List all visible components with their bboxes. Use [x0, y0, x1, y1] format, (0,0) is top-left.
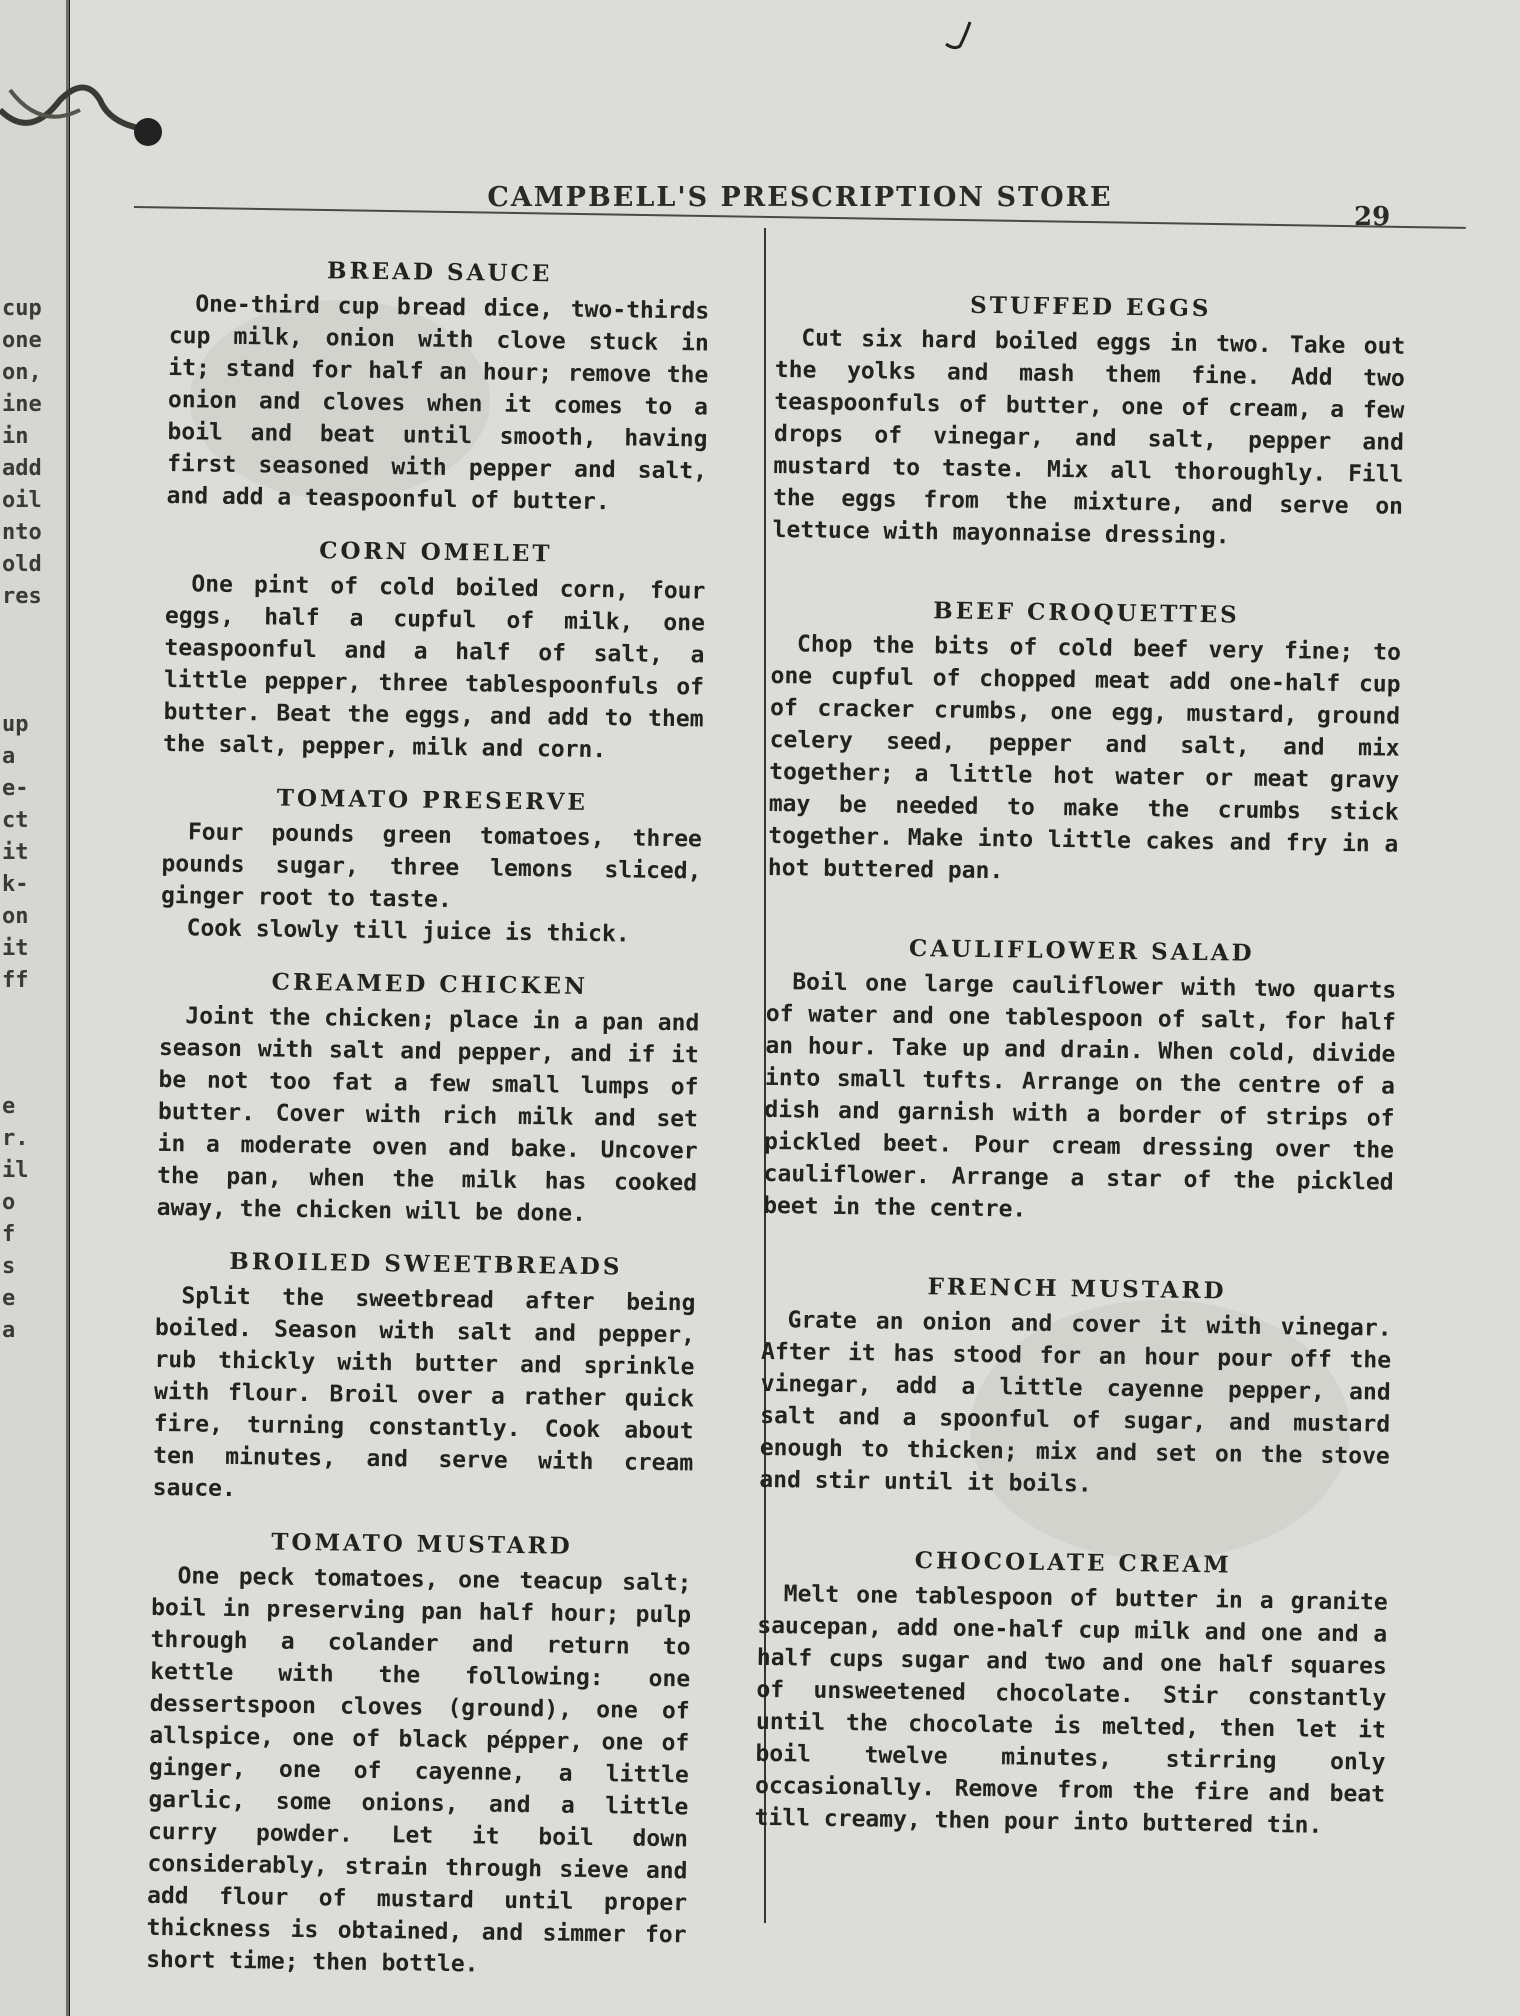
left-column: [146, 254, 710, 1983]
recipe: [768, 594, 1402, 893]
adjacent-page-text-fragment: on,: [2, 360, 42, 385]
recipe-text: One peck tomatoes, one teacup salt; boil in preserving pan half hour; pulp through a colander and return to kettle with the following: one dessertspoon cloves (ground), one of allspice, one of black pépper, one of ginger, one of cayenne, a little garlic, some onions, and a little curry powder. Let it boil down considerably, strain through sieve and add flour of mustard until proper thickness is obtained, and simmer for short time; then bottle.: [145, 1563, 692, 1978]
adjacent-page-text-fragment: il: [2, 1158, 29, 1183]
recipe-title: BREAD SAUCE: [326, 257, 553, 288]
adjacent-page-text-fragment: k-: [2, 872, 29, 897]
recipe-title: FRENCH MUSTARD: [927, 1273, 1227, 1305]
adjacent-page-text-fragment: nto: [2, 520, 42, 545]
recipe: [153, 1246, 697, 1512]
adjacent-page-text-fragment: on: [2, 904, 29, 929]
recipe-text: Grate an onion and cover it with vinegar. After it has stood for an hour pour off the vinegar, add a little cayenne pepper, and salt and a spoonful of sugar, and mustard enough to thicken; mix and set on the stove and stir until it boils.: [759, 1307, 1392, 1498]
recipe-title: CREAMED CHICKEN: [271, 968, 589, 1000]
recipe-text: Melt one tablespoon of butter in a granite saucepan, add one-half cup milk and one and a half cups sugar and two and one half squares of unsweetened chocolate. Stir constantly until the chocolate is melted, then let it boil twelve minutes, stirring only occasionally. Remove from the fire and beat till creamy, then pour into buttered tin.: [754, 1581, 1388, 1839]
recipe-text: Chop the bits of cold beef very fine; to one cupful of chopped meat add one-half cup of cracker crumbs, one egg, mustard, ground celery seed, pepper and salt, and mix together; a little hot water or meat gravy may be needed to make the crumbs stick together. Make into little cakes and fry in a hot buttered pan.: [767, 631, 1402, 885]
adjacent-page-text-fragment: it: [2, 936, 29, 961]
recipe-title: TOMATO MUSTARD: [271, 1528, 573, 1560]
recipe: [759, 1270, 1392, 1505]
page-number: 29: [1354, 202, 1391, 232]
adjacent-page-text-fragment: cup: [2, 296, 42, 321]
recipe-title: CAULIFLOWER SALAD: [908, 934, 1255, 967]
pencil-check-mark: [940, 16, 980, 56]
recipe: [160, 782, 702, 952]
book-page: [70, 0, 1520, 2016]
recipe-text: Joint the chicken; place in a pan and season with salt and pepper, and if it be not too fat a few small lumps of butter. Cover with rich milk and set in a moderate oven and bake. Uncover the pan, when the milk has cooked away, the chicken will be done.: [156, 1003, 700, 1227]
adjacent-page-text-fragment: ct: [2, 808, 29, 833]
adjacent-page-text-fragment: up: [2, 712, 29, 737]
recipe-text: Cook slowly till juice is thick.: [186, 915, 630, 948]
adjacent-page-text-fragment: add: [2, 456, 42, 481]
adjacent-page-text-fragment: a: [2, 1318, 16, 1343]
recipe-text: Cut six hard boiled eggs in two. Take out the yolks and mash them fine. Add two teaspoonfuls of butter, one of cream, a few drops of vinegar, and salt, pepper and mustard to taste. Mix all thoroughly. Fill the eggs from the mixture, and serve on lettuce with mayonnaise dressing.: [772, 325, 1406, 550]
adjacent-page-text-fragment: old: [2, 552, 42, 577]
adjacent-page-text-fragment: ine: [2, 392, 42, 417]
adjacent-page-edge: [0, 0, 69, 2016]
running-header-title: CAMPBELL'S PRESCRIPTION STORE: [487, 182, 1113, 213]
recipe-text: Split the sweetbread after being boiled. Season with salt and pepper, rub thickly with butter and sprinkle with flour. Broil over a rather quick fire, turning constantly. Cook about ten minutes, and serve with cream sauce.: [152, 1283, 696, 1503]
recipe-text: One-third cup bread dice, two-thirds cup milk, onion with clove stuck in it; stand for half an hour; remove the onion and cloves when it comes to a boil and beat until smooth, having first seasoned with pepper and salt, and add a teaspoonful of butter.: [166, 291, 710, 516]
adjacent-page-text-fragment: one: [2, 328, 42, 353]
adjacent-page-text-fragment: ff: [2, 968, 29, 993]
adjacent-page-text-fragment: f: [2, 1222, 16, 1247]
adjacent-page-text-fragment: a: [2, 744, 16, 769]
recipe-title: CHOCOLATE CREAM: [914, 1547, 1232, 1579]
recipe: [772, 288, 1406, 555]
adjacent-page-text-fragment: res: [2, 584, 42, 609]
adjacent-page-text-fragment: r.: [2, 1126, 29, 1151]
binding-hole: [134, 118, 162, 146]
adjacent-page-text-fragment: s: [2, 1254, 16, 1279]
recipe-title: BEEF CROQUETTES: [933, 597, 1240, 629]
recipe-title: STUFFED EGGS: [969, 291, 1212, 323]
right-column: [754, 288, 1406, 1843]
recipe-title: TOMATO PRESERVE: [276, 784, 589, 816]
recipe: [166, 254, 710, 520]
recipe-title: BROILED SWEETBREADS: [229, 1247, 623, 1281]
adjacent-page-text-fragment: e: [2, 1286, 16, 1311]
adjacent-page-text-fragment: it: [2, 840, 29, 865]
adjacent-page-text-fragment: oil: [2, 488, 42, 513]
recipe: [156, 966, 700, 1232]
adjacent-page-text-fragment: e: [2, 1094, 16, 1119]
recipe-text: Four pounds green tomatoes, three pounds sugar, three lemons sliced, ginger root to taste.: [160, 819, 703, 913]
recipe-title: CORN OMELET: [319, 537, 553, 568]
recipe: [163, 534, 706, 768]
recipe: [754, 1544, 1388, 1843]
recipe: [146, 1526, 692, 1983]
adjacent-page-text-fragment: in: [2, 424, 29, 449]
adjacent-page-text-fragment: e-: [2, 776, 29, 801]
binding-thread: [0, 70, 165, 160]
recipe-text: Boil one large cauliflower with two quarts of water and one tablespoon of salt, for half an hour. Take up and drain. When cold, divide into small tufts. Arrange on the centre of a dish and garnish with a border of strips of pickled beet. Pour cream dressing over the cauliflower. Arrange a star of the pickled beet in the centre.: [763, 969, 1397, 1223]
recipe: [763, 932, 1397, 1231]
recipe-text: One pint of cold boiled corn, four eggs, half a cupful of milk, one teaspoonful and a half of salt, a little pepper, three tablespoonfuls of butter. Beat the eggs, and add to them the salt, pepper, milk and corn.: [162, 571, 706, 764]
adjacent-page-text-fragment: o: [2, 1190, 16, 1215]
